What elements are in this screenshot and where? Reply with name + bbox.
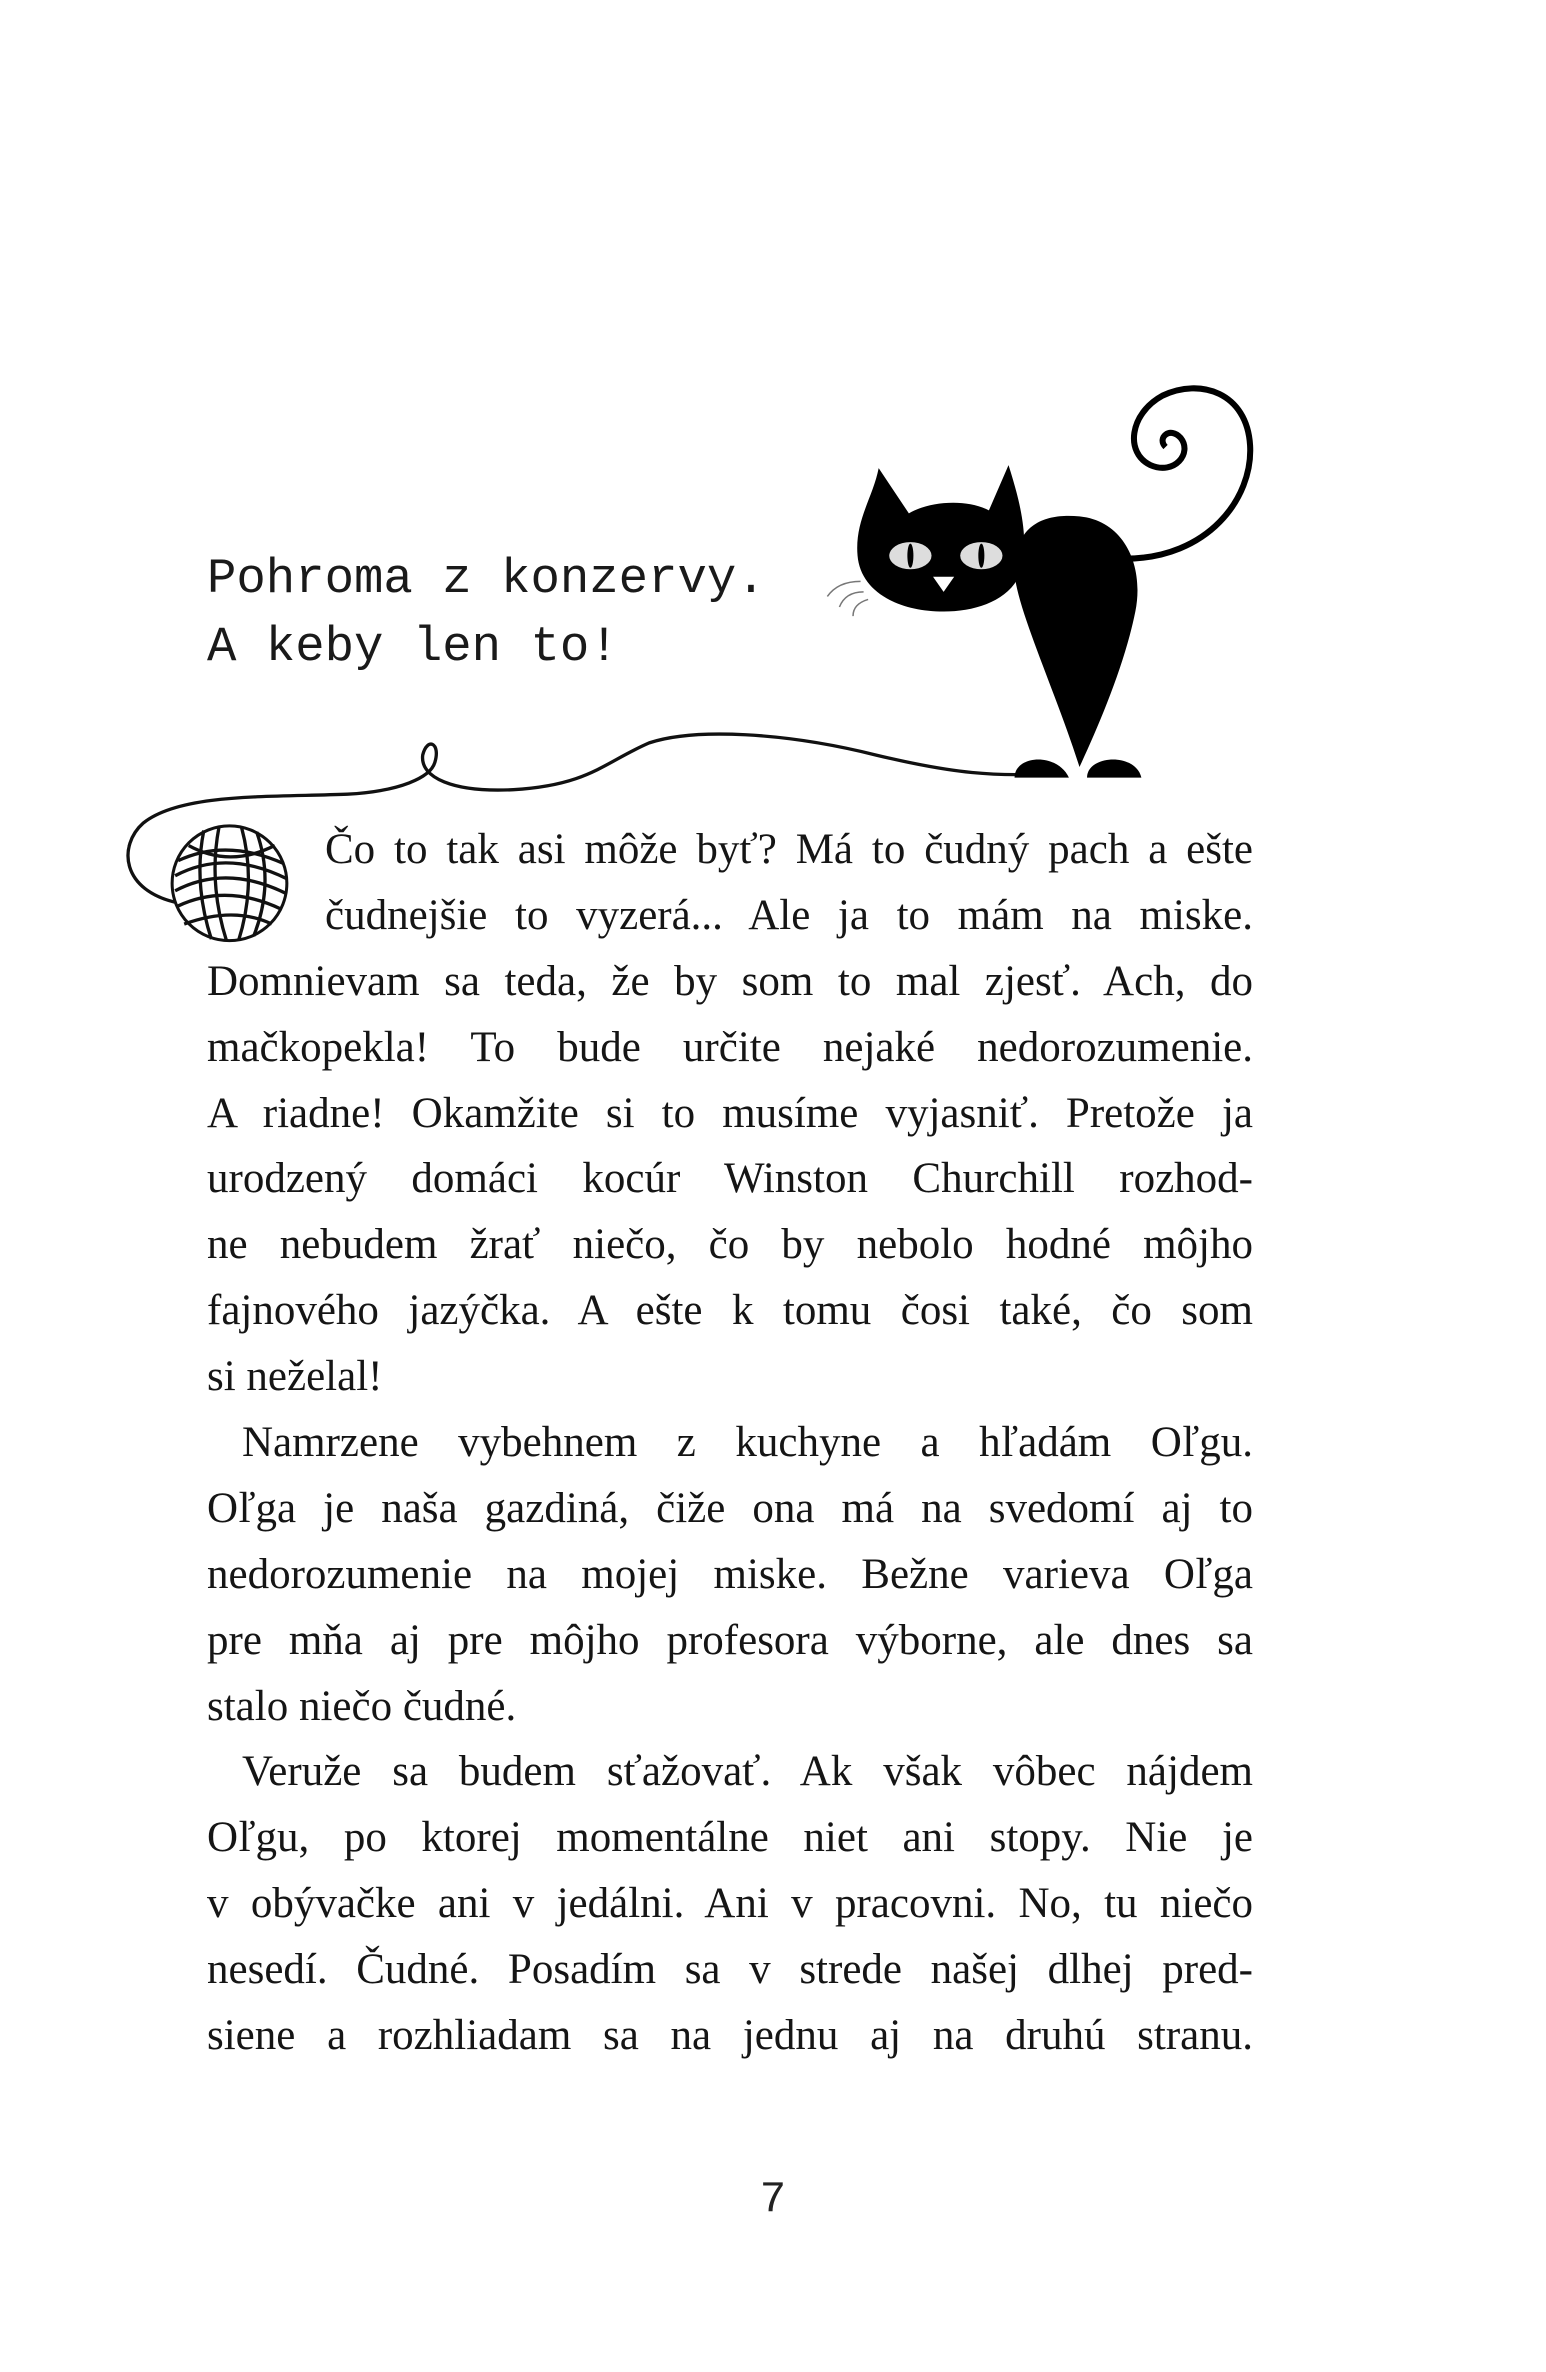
text-line: ne nebudem žrať niečo, čo by nebolo hodné môjho bbox=[207, 1221, 1253, 1269]
text-line: urodzený domáci kocúr Winston Churchill rozhod- bbox=[207, 1155, 1253, 1203]
text-line: stalo niečo čudné. bbox=[207, 1682, 517, 1730]
cat-head bbox=[857, 465, 1024, 611]
text-line: siene a rozhliadam sa na jednu aj na druhú stranu. bbox=[207, 2012, 1253, 2060]
text-line: v obývačke ani v jedálni. Ani v pracovni. No, tu niečo bbox=[207, 1880, 1253, 1928]
cat-tail bbox=[1125, 388, 1250, 558]
chapter-title bbox=[207, 545, 766, 681]
text-line: Veruže sa budem sťažovať. Ak však vôbec nájdem bbox=[242, 1748, 1253, 1796]
cat-body bbox=[1015, 516, 1138, 767]
text-line: Čo to tak asi môže byť? Má to čudný pach a ešte bbox=[325, 826, 1253, 873]
text-line: nesedí. Čudné. Posadím sa v strede našej dlhej pred- bbox=[207, 1946, 1253, 1994]
page-number: 7 bbox=[759, 2175, 787, 2225]
cat-paw-right bbox=[1087, 759, 1141, 777]
text-line: mačkopekla! To bude určite nejaké nedorozumenie. bbox=[207, 1023, 1253, 1071]
text-line: fajnového jazýčka. A ešte k tomu čosi také, čo som bbox=[207, 1287, 1253, 1335]
text-line: Namrzene vybehnem z kuchyne a hľadám Oľgu. bbox=[242, 1419, 1253, 1467]
body-text bbox=[207, 817, 1253, 2069]
text-line: Oľga je naša gazdiná, čiže ona má na svedomí aj to bbox=[207, 1484, 1253, 1532]
text-line: si neželal! bbox=[207, 1353, 383, 1401]
text-line: pre mňa aj pre môjho profesora výborne, ale dnes sa bbox=[207, 1616, 1253, 1664]
chapter-title-line: A keby len to! bbox=[207, 619, 619, 675]
chapter-title-line: Pohroma z konzervy. bbox=[207, 551, 766, 607]
cat-paw-left bbox=[1015, 759, 1069, 777]
text-line: Oľgu, po ktorej momentálne niet ani stopy. Nie je bbox=[207, 1814, 1253, 1862]
text-line: Domnievam sa teda, že by som to mal zjesť. Ach, do bbox=[207, 957, 1253, 1005]
text-line: A riadne! Okamžite si to musíme vyjasniť. Pretože ja bbox=[207, 1089, 1253, 1137]
black-cat-icon bbox=[827, 388, 1250, 777]
text-line: čudnejšie to vyzerá... Ale ja to mám na miske. bbox=[325, 891, 1253, 939]
text-line: nedorozumenie na mojej miske. Bežne varieva Oľga bbox=[207, 1550, 1253, 1598]
